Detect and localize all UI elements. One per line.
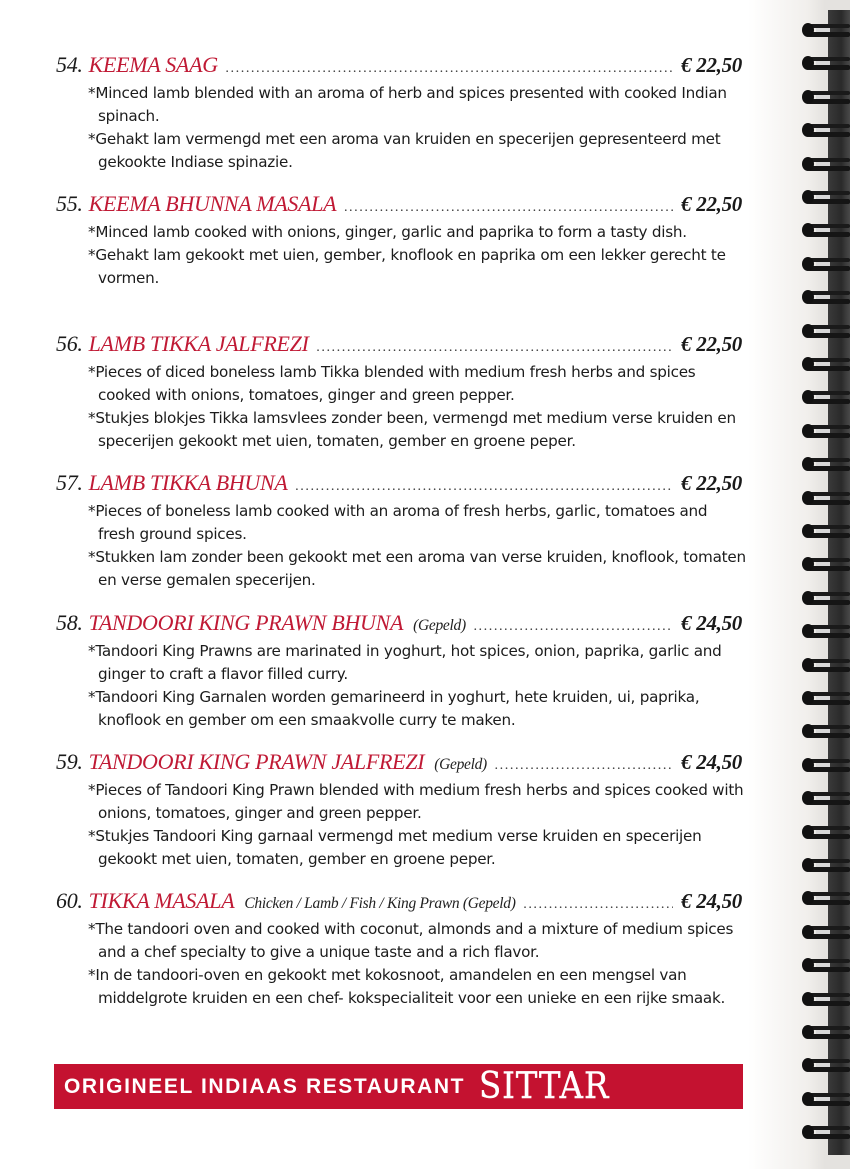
item-title: LAMB TIKKA JALFREZI [88,331,309,356]
description-english: *Pieces of boneless lamb cooked with an aroma of fresh herbs, garlic, tomatoes and fresh ground spices. [88,502,708,543]
binding-ring [802,690,850,706]
binding-ring [802,423,850,439]
item-description [88,82,746,174]
binding-ring [802,323,850,339]
item-variant: (Gepeld) [434,756,487,773]
item-description [88,221,746,290]
binding-ring [802,356,850,372]
item-price: € 24,50 [681,889,742,913]
binding-ring [802,590,850,606]
binding-ring [802,89,850,105]
binding-ring [802,623,850,639]
binding-ring [802,1057,850,1073]
menu-item-55 [56,191,746,290]
item-title: TANDOORI KING PRAWN JALFREZI [88,749,425,774]
item-variant: Chicken / Lamb / Fish / King Prawn (Gepeld) [244,895,516,912]
menu-item-57 [56,470,746,592]
item-number: 55. [56,191,83,216]
binding-ring [802,757,850,773]
description-english: *Tandoori King Prawns are marinated in yoghurt, hot spices, onion, paprika, garlic and ginger to craft a flavor filled curry. [88,642,722,683]
menu-item-header [56,331,746,361]
binding-ring [802,556,850,572]
item-price: € 22,50 [681,53,742,77]
binding-ring [802,1091,850,1107]
item-description [88,361,746,453]
description-dutch: *Stukken lam zonder been gekookt met een aroma van verse kruiden, knoflook, tomaten en verse gemalen specerijen. [88,548,746,589]
menu-item-header [56,191,746,221]
restaurant-banner [54,1064,743,1109]
dot-leader [296,479,674,495]
dot-leader [524,897,674,913]
binding-ring [802,490,850,506]
binding-ring [802,55,850,71]
item-number: 54. [56,52,83,77]
menu-item-header [56,749,746,779]
dot-leader [474,619,673,635]
binding-ring [802,924,850,940]
item-price: € 24,50 [681,611,742,635]
item-number: 57. [56,470,83,495]
binding-ring [802,1024,850,1040]
dot-leader [344,200,673,216]
menu-item-header [56,888,746,918]
item-number: 60. [56,888,83,913]
menu-item-header [56,610,746,640]
binding-ring [802,657,850,673]
description-dutch: *Gehakt lam vermengd met een aroma van kruiden en specerijen gepresenteerd met gekookte Indiase spinazie. [88,130,721,171]
binding-ring [802,222,850,238]
menu-item-54 [56,52,746,174]
description-english: *Pieces of Tandoori King Prawn blended with medium fresh herbs and spices cooked with onions, tomatoes, ginger and green pepper. [88,781,744,822]
binding-ring [802,1124,850,1140]
binding-ring [802,890,850,906]
item-price: € 24,50 [681,750,742,774]
binding-ring [802,790,850,806]
menu-item-58 [56,610,746,732]
item-description [88,640,746,732]
item-title: KEEMA BHUNNA MASALA [88,191,337,216]
item-title: TIKKA MASALA [88,888,235,913]
description-english: *Pieces of diced boneless lamb Tikka blended with medium fresh herbs and spices cooked with onions, tomatoes, ginger and green pepper. [88,363,696,404]
description-dutch: *Gehakt lam gekookt met uien, gember, knoflook en paprika om een lekker gerecht te vormen. [88,246,726,287]
binding-ring [802,22,850,38]
item-number: 58. [56,610,83,635]
binding-ring [802,122,850,138]
dot-leader [226,61,673,77]
item-number: 59. [56,749,83,774]
binding-ring [802,456,850,472]
binding-ring [802,723,850,739]
description-dutch: *Tandoori King Garnalen worden gemarineerd in yoghurt, hete kruiden, ui, paprika, knoflook en gember om een smaakvolle curry te maken. [88,688,700,729]
menu-item-header [56,470,746,500]
binding-ring [802,991,850,1007]
item-title: KEEMA SAAG [88,52,218,77]
item-price: € 22,50 [681,471,742,495]
item-number: 56. [56,331,83,356]
menu-item-56 [56,331,746,453]
menu-item-header [56,52,746,82]
item-description [88,779,746,871]
description-english: *The tandoori oven and cooked with coconut, almonds and a mixture of medium spices and a chef specialty to give a unique taste and a rich flavor. [88,920,734,961]
item-description [88,918,746,1010]
binding-ring [802,289,850,305]
item-description [88,500,746,592]
banner-tagline: ORIGINEEL INDIAAS RESTAURANT [64,1074,466,1098]
binding-ring [802,824,850,840]
item-title: TANDOORI KING PRAWN BHUNA [88,610,404,635]
description-dutch: *In de tandoori-oven en gekookt met kokosnoot, amandelen en een mengsel van middelgrote kruiden en een chef- kokspecialiteit voor een unieke en een rijke smaak. [88,966,726,1007]
description-dutch: *Stukjes blokjes Tikka lamsvlees zonder been, vermengd met medium verse kruiden en specerijen gekookt met uien, tomaten, gember en groene peper. [88,409,736,450]
menu-item-60 [56,888,746,1010]
menu-item-59 [56,749,746,871]
binding-ring [802,857,850,873]
binding-ring [802,523,850,539]
binding-spine [828,10,850,1155]
dot-leader [317,340,673,356]
binding-ring [802,156,850,172]
sittar-logo: SITTAR [479,1066,610,1107]
binding-ring [802,189,850,205]
description-english: *Minced lamb blended with an aroma of herb and spices presented with cooked Indian spinach. [88,84,727,125]
binding-ring [802,389,850,405]
item-price: € 22,50 [681,332,742,356]
dot-leader [495,758,673,774]
item-price: € 22,50 [681,192,742,216]
item-title: LAMB TIKKA BHUNA [88,470,288,495]
description-dutch: *Stukjes Tandoori King garnaal vermengd met medium verse kruiden en specerijen gekookt met uien, tomaten, gember en groene peper. [88,827,702,868]
item-variant: (Gepeld) [413,617,466,634]
binding-ring [802,256,850,272]
description-english: *Minced lamb cooked with onions, ginger, garlic and paprika to form a tasty dish. [88,223,687,241]
binding-ring [802,957,850,973]
